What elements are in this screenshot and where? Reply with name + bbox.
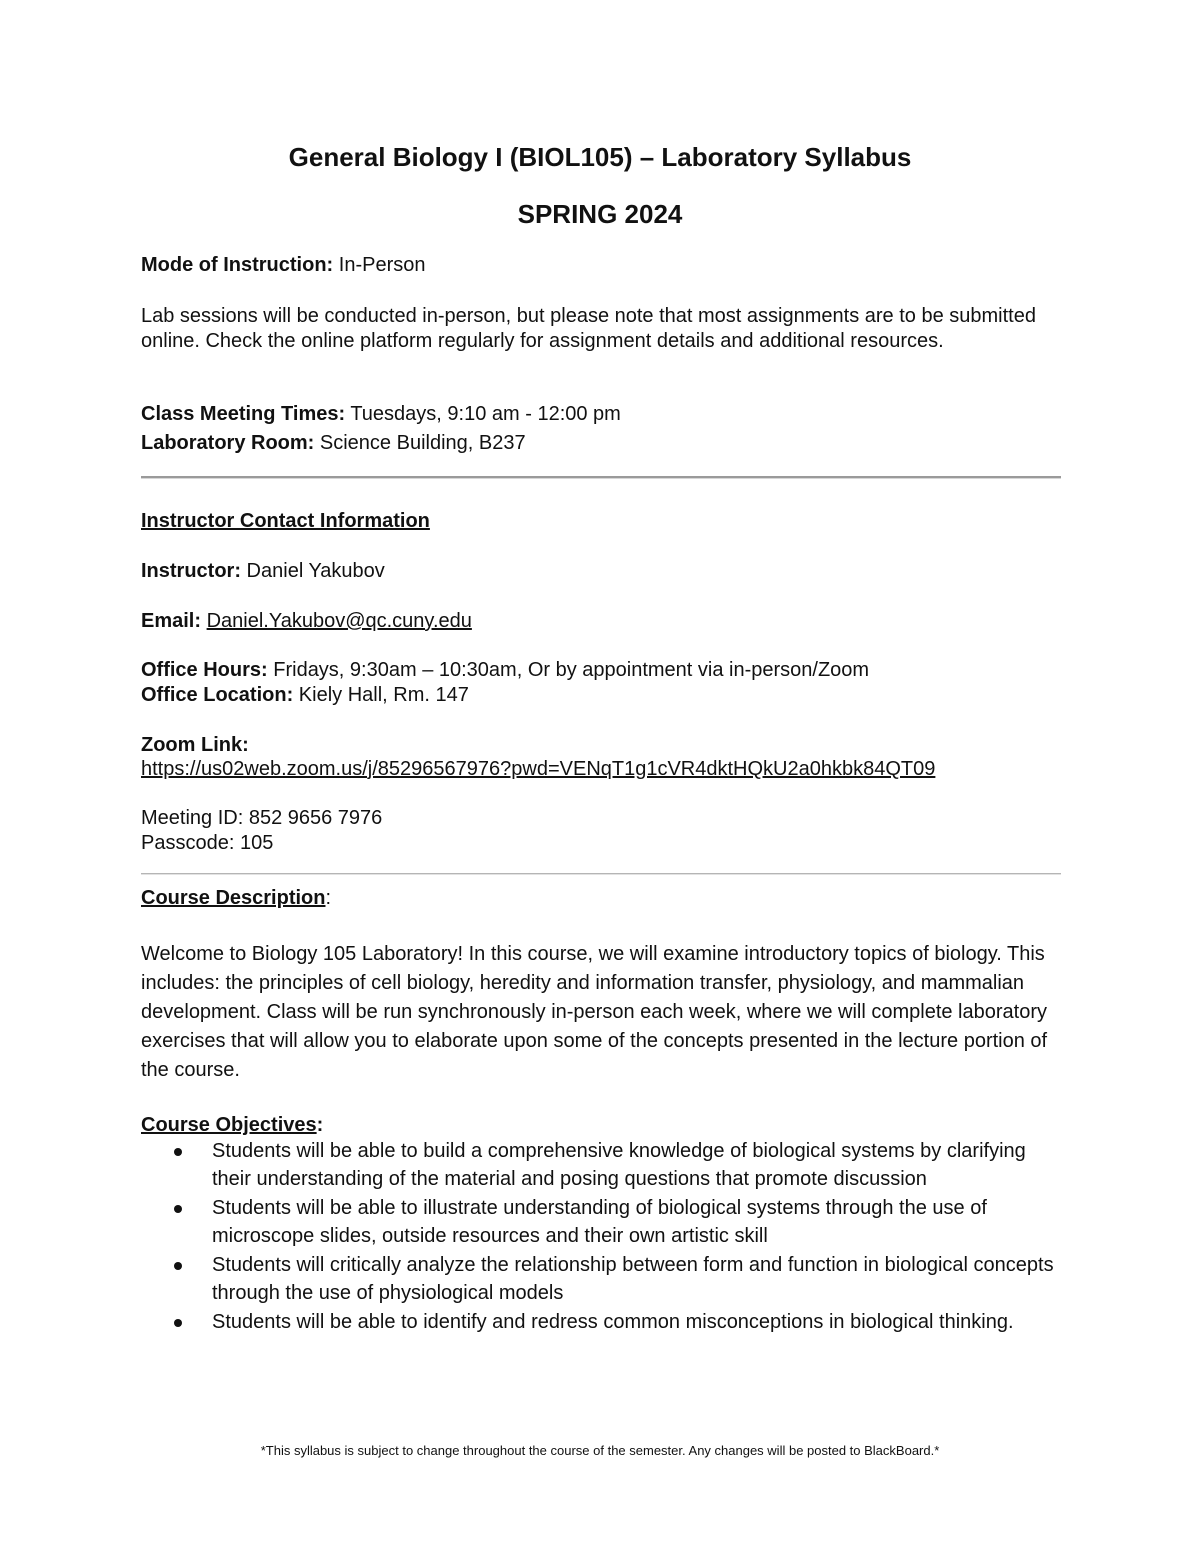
room-value: Science Building, B237 (314, 432, 526, 454)
email-label: Email: (141, 610, 202, 632)
zoom-link-line (141, 757, 1061, 782)
course-description-heading (141, 886, 1061, 911)
objective-text: Students will be able to identify and redress common misconceptions in biological thinking. (212, 1311, 1014, 1333)
bullet-icon (174, 1148, 182, 1156)
list-item (141, 1194, 1061, 1250)
laboratory-room (141, 431, 1061, 456)
office-location-value: Kiely Hall, Rm. 147 (293, 684, 469, 706)
instructor-label: Instructor: (141, 560, 241, 582)
objective-text: Students will critically analyze the relationship between form and function in biological concepts through the use of physiological models (212, 1254, 1054, 1304)
mode-value: In-Person (333, 254, 426, 276)
room-label: Laboratory Room: (141, 432, 315, 454)
office-location-label: Office Location: (141, 684, 294, 706)
email-line (141, 609, 1061, 634)
bullet-icon (174, 1319, 182, 1327)
course-objectives-heading (141, 1113, 1061, 1138)
bullet-icon (174, 1262, 182, 1270)
course-objectives-title: Course Objectives (141, 1114, 317, 1136)
passcode: Passcode: 105 (141, 832, 274, 854)
zoom-link[interactable]: https://us02web.zoom.us/j/85296567976?pwd=VENqT1g1cVR4dktHQkU2a0hkbk84QT09 (141, 758, 936, 780)
course-objectives-list (141, 1137, 1061, 1337)
footer-note: *This syllabus is subject to change throughout the course of the semester. Any changes will be posted to BlackBoard.* (260, 1443, 940, 1458)
course-description-title: Course Description (141, 887, 326, 909)
list-item (141, 1308, 1061, 1336)
meeting-id: Meeting ID: 852 9656 7976 (141, 807, 383, 829)
objective-text: Students will be able to build a comprehensive knowledge of biological systems by clarifying their understanding of the material and posing questions that promote discussion (212, 1140, 1026, 1190)
mode-of-instruction (141, 253, 1061, 278)
bullet-icon (174, 1205, 182, 1213)
office-location-line (141, 683, 1061, 708)
email-link[interactable]: Daniel.Yakubov@qc.cuny.edu (206, 610, 472, 632)
objective-text: Students will be able to illustrate understanding of biological systems through the use of microscope slides, outside resources and their own artistic skill (212, 1197, 987, 1247)
zoom-link-label: Zoom Link: (141, 734, 249, 756)
course-description-body: Welcome to Biology 105 Laboratory! In this course, we will examine introductory topics of biology. This includes: the principles of cell biology, heredity and information transfer, physiology, and mammalian development. Class will be run synchronously in-person each week, where we will complete laboratory exercises that will allow you to elaborate upon some of the concepts presented in the lecture portion of the course. (141, 943, 1048, 1081)
class-meeting-times (141, 402, 1061, 427)
section-divider (141, 476, 1061, 479)
instructor-contact-heading: Instructor Contact Information (141, 510, 430, 532)
meeting-times-value: Tuesdays, 9:10 am - 12:00 pm (345, 403, 621, 425)
office-hours-value: Fridays, 9:30am – 10:30am, Or by appointment via in-person/Zoom (267, 659, 870, 681)
section-divider (141, 873, 1061, 875)
office-hours-label: Office Hours: (141, 659, 268, 681)
instructor-name: Daniel Yakubov (241, 560, 385, 582)
intro-paragraph: Lab sessions will be conducted in-person, but please note that most assignments are to be submitted online. Check the online platform regularly for assignment details and additional resources. (141, 305, 1036, 352)
term-heading: SPRING 2024 (517, 199, 683, 229)
instructor-line (141, 559, 1061, 584)
document-title: General Biology I (BIOL105) – Laboratory Syllabus (288, 142, 912, 172)
heading-colon: : (325, 887, 332, 909)
list-item (141, 1137, 1061, 1193)
mode-label: Mode of Instruction: (141, 254, 334, 276)
meeting-times-label: Class Meeting Times: (141, 403, 346, 425)
list-item (141, 1251, 1061, 1307)
heading-colon: : (316, 1114, 324, 1136)
office-hours-line (141, 658, 1061, 683)
